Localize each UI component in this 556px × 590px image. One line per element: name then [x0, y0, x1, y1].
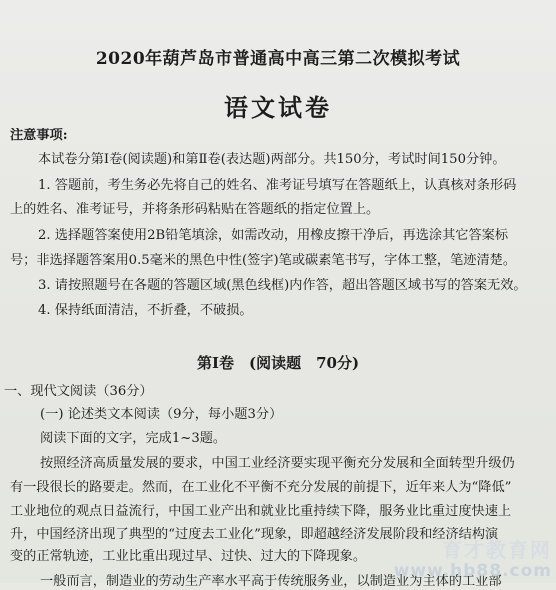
- notice-line: 1. 答题前，考生务必先将自己的姓名、准考证号填写在答题纸上，认真核对条形码: [38, 178, 517, 193]
- exam-title: 2020年葫芦岛市普通高中高三第二次模拟考试: [95, 49, 461, 69]
- instruction: 阅读下面的文字，完成1~3题。: [40, 431, 227, 446]
- notice-line: 上的姓名、准考证号，并将条形码粘贴在答题纸的指定位置上。: [10, 202, 380, 217]
- part-heading: 一、现代文阅读（36分）: [4, 384, 153, 399]
- watermark-brand-red: 育: [442, 538, 464, 562]
- sub-heading: (一) 论述类文本阅读（9分，每小题3分）: [40, 407, 283, 422]
- watermark-site: www.hb88.com: [393, 561, 552, 581]
- watermark-brand-rest: 才教育网: [464, 538, 552, 562]
- notice-line: 3. 请按照题号在各题的答题区域(黑色线框)内作答，超出答题区域书写的答案无效。: [38, 278, 527, 293]
- section-heading: 第Ⅰ卷 (阅读题 70分): [196, 354, 360, 372]
- subject-title: 语文试卷: [224, 93, 332, 122]
- notice-line: 本试卷分第Ⅰ卷(阅读题)和第Ⅱ卷(表达题)两部分。共150分，考试时间150分钟。: [38, 152, 506, 167]
- passage-line: 工业地位的观点日益流行，中国工业产出和就业比重持续下降，服务业比重过度快速上: [10, 504, 512, 519]
- notice-line: 2. 选择题答案使用2B铅笔填涂，如需改动，用橡皮擦干净后，再选涂其它答案标: [38, 228, 509, 243]
- notice-heading: 注意事项:: [10, 128, 68, 143]
- passage-line: 一般而言，制造业的劳动生产率水平高于传统服务业，以制造业为主体的工业部: [40, 574, 502, 589]
- passage-line: 有一段很长的路要走。然而，在工业化不平衡不充分发展的前提下，近年来人为“降低”: [10, 480, 512, 495]
- notice-line: 号；非选择题答案用0.5毫米的黑色中性(签字)笔或碳素笔书写，字体工整，笔迹清楚。: [10, 253, 517, 268]
- passage-line: 升，中国经济出现了典型的“过度去工业化”现象，即超越经济发展阶段和经济结构演: [10, 527, 499, 542]
- passage-line: 按照经济高质量发展的要求，中国工业经济要实现平衡充分发展和全面转型升级仍: [40, 456, 515, 471]
- notice-line: 4. 保持纸面清洁，不折叠，不破损。: [38, 303, 253, 318]
- passage-line: 变的正常轨迹，工业比重出现过早、过快、过大的下降现象。: [10, 549, 367, 564]
- watermark-brand: [442, 534, 552, 563]
